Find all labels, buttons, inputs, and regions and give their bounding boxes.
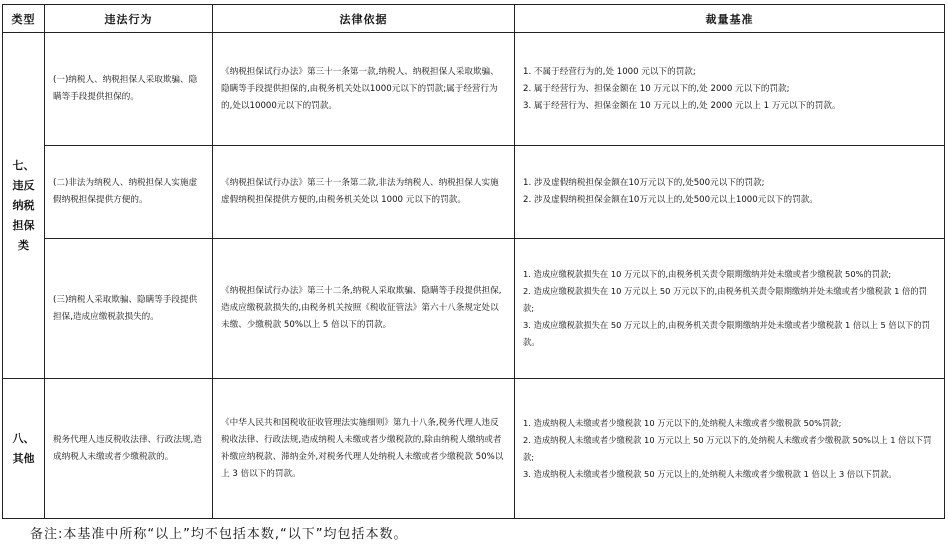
violation-cell: (二)非法为纳税人、纳税担保人实施虚假纳税担保提供方便的。 bbox=[45, 146, 213, 239]
violation-cell: (三)纳税人采取欺骗、隐瞒等手段提供担保,造成应缴税款损失的。 bbox=[45, 239, 213, 379]
violation-cell: (一)纳税人、纳税担保人采取欺骗、隐瞒等手段提供担保的。 bbox=[45, 33, 213, 146]
standard-item: 3. 造成纳税人未缴或者少缴税款 50 万元以上的,处纳税人未缴或者少缴税款 1 倍以上 3 倍以下罚款。 bbox=[523, 468, 897, 479]
table-row bbox=[3, 239, 945, 379]
header-legal-basis: 法律依据 bbox=[213, 5, 515, 33]
category-label: 八、其他 bbox=[12, 431, 35, 465]
table-row bbox=[3, 379, 945, 519]
category-cell bbox=[3, 379, 45, 519]
basis-cell: 《纳税担保试行办法》第三十二条,纳税人采取欺骗、隐瞒等手段提供担保,造成应缴税款损失的,由税务机关按照《税收征管法》第六十八条规定处以未缴、少缴税款 50%以上 5 倍以下的罚款。 bbox=[213, 239, 515, 379]
standard-item: 3. 属于经营行为、担保金额在 10 万元以上的,处 2000 元以上 1 万元以下的罚款。 bbox=[523, 100, 841, 111]
table-row bbox=[3, 146, 945, 239]
standard-cell bbox=[515, 239, 945, 379]
discretion-standard-table bbox=[2, 4, 945, 519]
basis-cell: 《中华人民共和国税收征收管理法实施细则》第九十八条,税务代理人违反税收法律、行政法规,造成纳税人未缴或者少缴税款的,除由纳税人缴纳或者补缴应纳税款、滞纳金外,对税务代理人处纳税人未缴或者少缴税款 50%以上 3 倍以下的罚款。 bbox=[213, 379, 515, 519]
standard-item: 1. 造成纳税人未缴或者少缴税款 10 万元以下的,处纳税人未缴或者少缴税款 50%罚款; bbox=[523, 417, 842, 428]
standard-item: 2. 涉及虚假纳税担保金额在10万元以上的,处500元以上1000元以下的罚款。 bbox=[523, 195, 818, 205]
standard-item: 1. 不属于经营行为的,处 1000 元以下的罚款; bbox=[523, 66, 696, 77]
standard-item: 3. 造成应缴税款损失在 50 万元以上的,由税务机关责令限期缴纳并处未缴或者少缴税款 1 倍以上 5 倍以下的罚款。 bbox=[523, 320, 930, 347]
category-label: 七、违反纳税担保类 bbox=[12, 158, 35, 252]
standard-cell bbox=[515, 33, 945, 146]
category-cell bbox=[3, 33, 45, 379]
basis-cell: 《纳税担保试行办法》第三十一条第二款,非法为纳税人、纳税担保人实施虚假纳税担保提供方便的,由税务机关处以 1000 元以下的罚款。 bbox=[213, 146, 515, 239]
remark-note: 备注:本基准中所称“以上”均不包括本数,“以下”均包括本数。 bbox=[30, 527, 408, 542]
standard-item: 2. 造成纳税人未缴或者少缴税款 10 万元以上 50 万元以下的,处纳税人未缴或者少缴税款 50%以上 1 倍以下罚款; bbox=[523, 434, 932, 462]
standard-item: 2. 属于经营行为、担保金额在 10 万元以下的,处 2000 元以下的罚款; bbox=[523, 83, 790, 94]
standard-item: 2. 造成应缴税款损失在 10 万元以上 50 万元以下的,由税务机关责令限期缴纳并处未缴或者少缴税款 1 倍的罚款; bbox=[523, 286, 927, 313]
table-header-row bbox=[3, 5, 945, 33]
header-violation: 违法行为 bbox=[45, 5, 213, 33]
standard-item: 1. 造成应缴税款损失在 10 万元以下的,由税务机关责令限期缴纳并处未缴或者少缴税款 50%的罚款; bbox=[523, 269, 892, 279]
header-standard: 裁量基准 bbox=[515, 5, 945, 33]
violation-cell: 税务代理人违反税收法律、行政法规,造成纳税人未缴或者少缴税款的。 bbox=[45, 379, 213, 519]
standard-cell bbox=[515, 146, 945, 239]
table-row bbox=[3, 33, 945, 146]
standard-cell bbox=[515, 379, 945, 519]
standard-item: 1. 涉及虚假纳税担保金额在10万元以下的,处500元以下的罚款; bbox=[523, 178, 765, 188]
header-type: 类型 bbox=[3, 5, 45, 33]
basis-cell: 《纳税担保试行办法》第三十一条第一款,纳税人、纳税担保人采取欺骗、隐瞒等手段提供担保的,由税务机关处以1000元以下的罚款;属于经营行为的,处以10000元以下的罚款。 bbox=[213, 33, 515, 146]
